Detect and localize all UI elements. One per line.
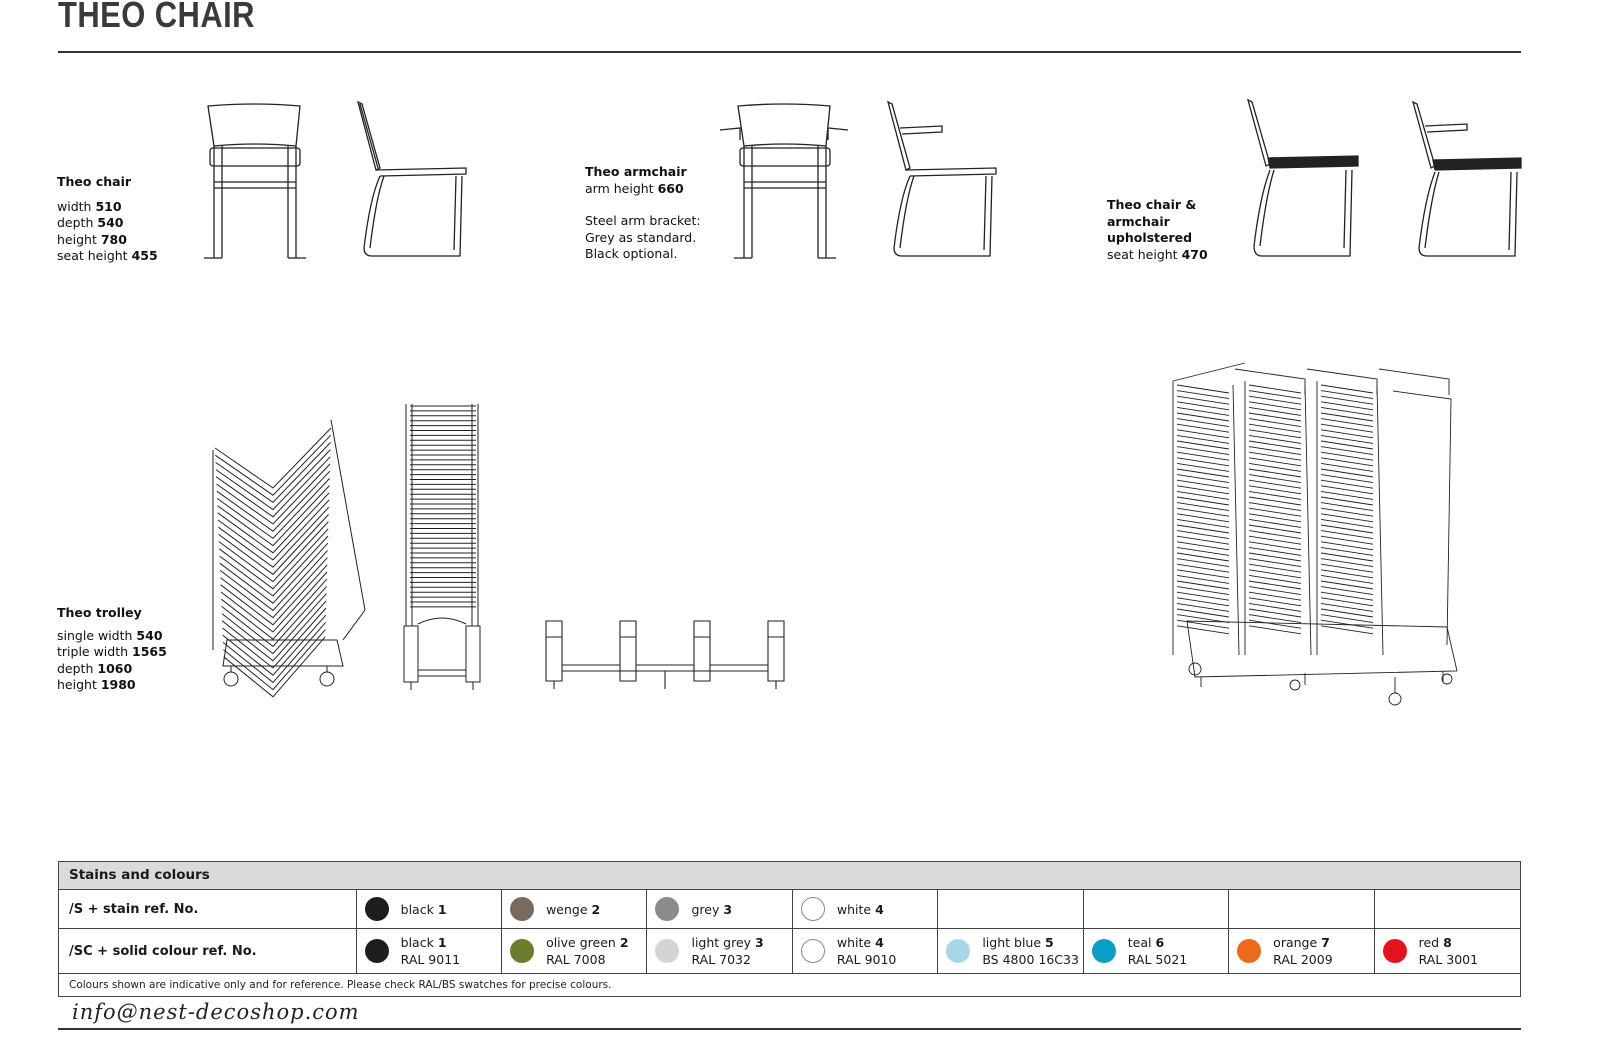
row-label: /S + stain ref. No.: [59, 890, 357, 928]
spec-line: height 780: [57, 231, 127, 247]
colour-swatch: [365, 939, 389, 963]
upholstered-armchair-drawing: [1405, 98, 1530, 266]
spec-theo-armchair: [585, 164, 701, 263]
colour-swatch: [1092, 939, 1116, 963]
colour-swatch: [801, 897, 825, 921]
colour-disclaimer: Colours shown are indicative only and for reference. Please check RAL/BS swatches for precise colours.: [69, 979, 612, 991]
colour-cell: teal 6 RAL 5021: [1084, 929, 1229, 973]
spec-line: seat height 455: [57, 248, 158, 263]
upholstered-chair-drawing: [1240, 96, 1370, 266]
spec-theo-trolley: [57, 605, 167, 694]
colour-cell: light grey 3 RAL 7032: [647, 929, 792, 973]
spec-heading: upholstered: [1107, 230, 1193, 245]
spec-line: triple width 1565: [57, 644, 167, 659]
armchair-side-drawing: [880, 98, 1005, 266]
contact-email-link[interactable]: info@nest-decoshop.com: [72, 1000, 360, 1024]
colour-cell: light blue 5 BS 4800 16C33: [938, 929, 1083, 973]
colour-cell: red 8 RAL 3001: [1375, 929, 1520, 973]
stains-colours-table: [58, 861, 1521, 997]
spec-theo-chair: [57, 174, 158, 265]
footer-rule: [58, 1028, 1521, 1030]
solid-row: [59, 929, 1520, 974]
colour-cell: orange 7 RAL 2009: [1229, 929, 1374, 973]
colour-swatch: [655, 897, 679, 921]
chair-side-drawing: [350, 98, 475, 266]
empty-cell: [1229, 890, 1374, 928]
spec-line: width 510: [57, 198, 122, 214]
armchair-front-drawing: [718, 100, 850, 265]
stain-row: [59, 890, 1520, 929]
colour-cell: wenge 2: [502, 890, 647, 928]
empty-cell: [1084, 890, 1229, 928]
spec-line: depth 540: [57, 215, 124, 230]
spec-heading: Theo armchair: [585, 164, 687, 179]
colour-cell: black 1 RAL 9011: [357, 929, 502, 973]
page-title: THEO CHAIR: [58, 0, 255, 35]
spec-heading: Theo chair &: [1107, 197, 1197, 212]
colour-swatch: [1237, 939, 1261, 963]
row-label: /SC + solid colour ref. No.: [59, 929, 357, 973]
spec-heading: armchair: [1107, 213, 1170, 229]
colour-cell: grey 3: [647, 890, 792, 928]
spec-line: arm height 660: [585, 180, 684, 196]
colour-cell: white 4: [793, 890, 938, 928]
spec-line: Grey as standard.: [585, 229, 697, 245]
spec-line: seat height 470: [1107, 246, 1208, 262]
spec-upholstered: [1107, 197, 1208, 263]
trolley-front-drawing: [398, 400, 490, 695]
spec-heading: Theo chair: [57, 174, 132, 189]
colour-swatch: [946, 939, 970, 963]
colour-swatch: [510, 939, 534, 963]
trolley-base-drawing: [540, 615, 792, 695]
header-rule: [58, 51, 1521, 53]
colour-cell: olive green 2 RAL 7008: [502, 929, 647, 973]
colour-swatch: [510, 897, 534, 921]
empty-cell: [938, 890, 1083, 928]
colour-swatch: [655, 939, 679, 963]
spec-heading: Theo trolley: [57, 605, 142, 620]
table-heading: Stains and colours: [59, 862, 1520, 890]
colour-swatch: [365, 897, 389, 921]
colour-swatch: [1383, 939, 1407, 963]
spec-line: height 1980: [57, 677, 136, 692]
chair-front-drawing: [200, 100, 310, 265]
colour-cell: white 4 RAL 9010: [793, 929, 938, 973]
trolley-side-drawing: [205, 400, 375, 695]
colour-cell: black 1: [357, 890, 502, 928]
spec-line: Black optional.: [585, 246, 678, 261]
spec-line: single width 540: [57, 627, 163, 643]
spec-line: depth 1060: [57, 660, 133, 676]
trolley-triple-drawing: [1165, 355, 1465, 710]
spec-line: Steel arm bracket:: [585, 213, 701, 228]
empty-cell: [1375, 890, 1520, 928]
colour-swatch: [801, 939, 825, 963]
